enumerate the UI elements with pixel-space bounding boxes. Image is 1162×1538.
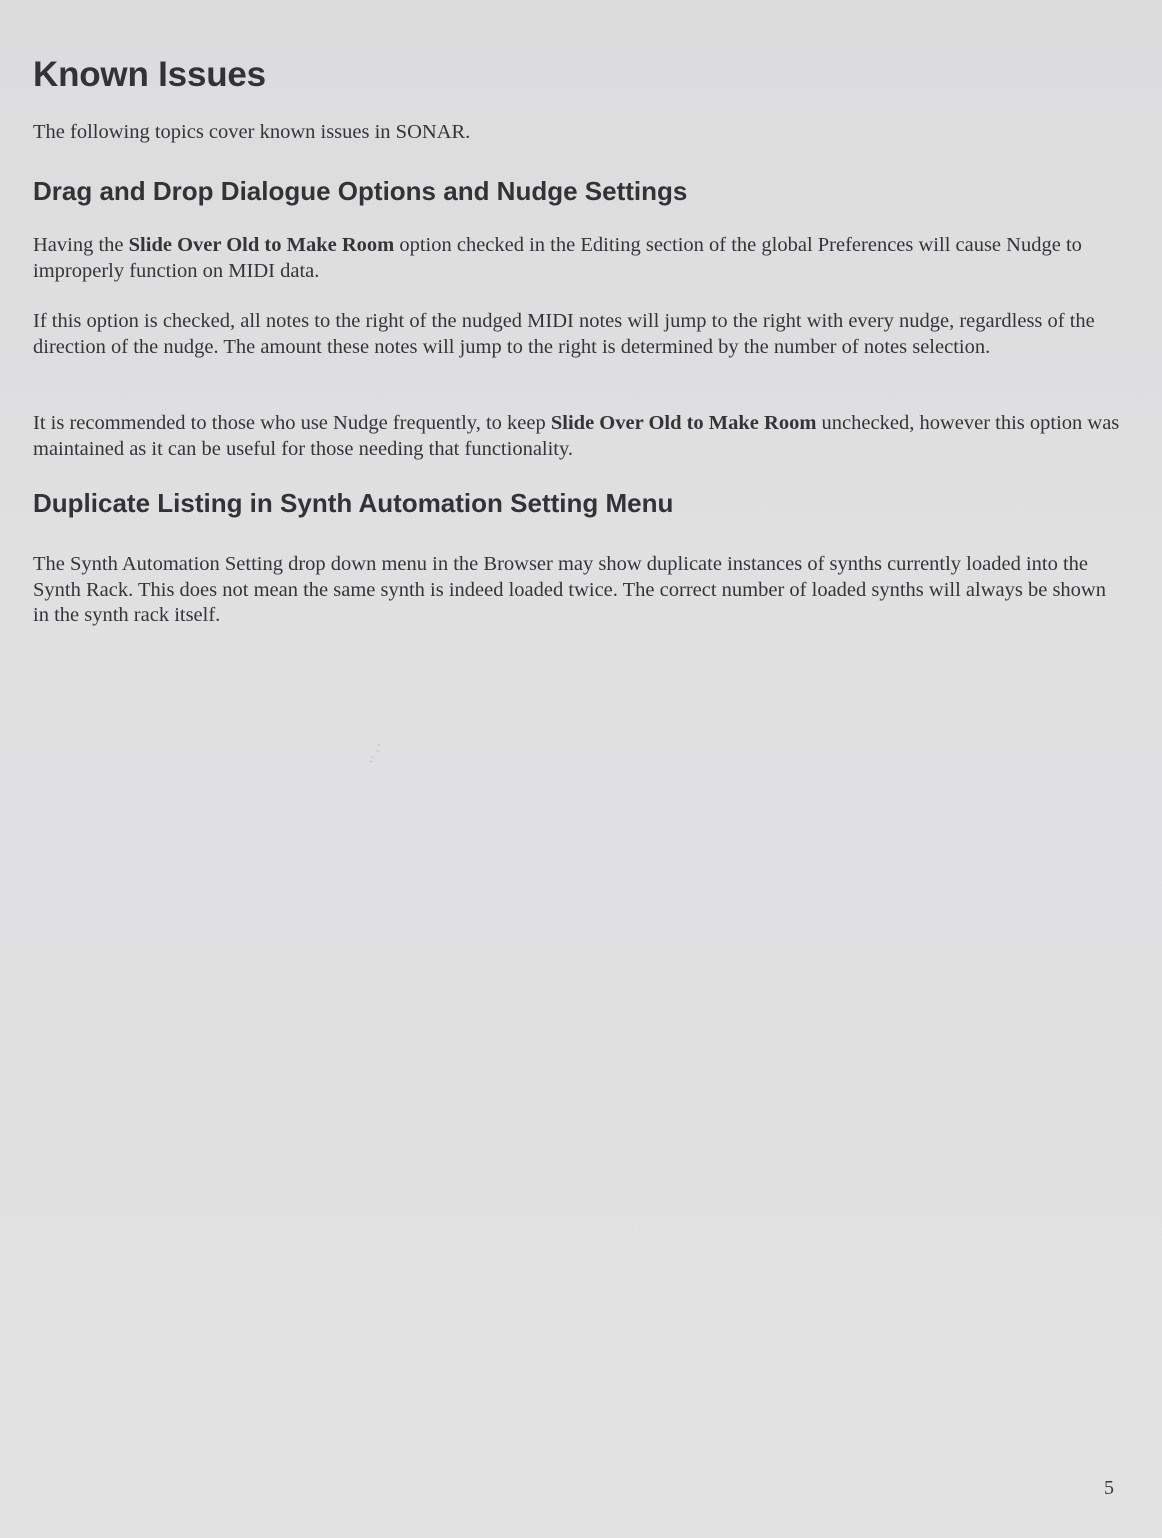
paragraph-recommendation <box>33 411 1123 462</box>
scan-smudge <box>368 742 384 764</box>
page-number: 5 <box>1104 1477 1114 1499</box>
paragraph-text: option checked in the Editing section of the global Preferences will cause Nudge to improperly function on MIDI data. <box>33 234 1082 282</box>
paragraph-text: Having the <box>33 234 129 256</box>
paragraph-nudge-behavior: If this option is checked, all notes to the right of the nudged MIDI notes will jump to the right with every nudge, regardless of the direction of the nudge. The amount these notes will jump to the right is determined by the number of notes selection. <box>33 310 1095 358</box>
page-title: Known Issues <box>33 55 266 94</box>
paragraph-text: It is recommended to those who use Nudge frequently, to keep <box>33 412 551 434</box>
intro-paragraph: The following topics cover known issues in SONAR. <box>33 121 471 143</box>
section-heading-duplicate-listing: Duplicate Listing in Synth Automation Setting Menu <box>33 488 674 518</box>
option-name-bold: Slide Over Old to Make Room <box>128 234 395 256</box>
paragraph-text: unchecked, however this option was maintained as it can be useful for those needing that functionality. <box>33 412 1120 460</box>
paragraph-synth-automation: The Synth Automation Setting drop down menu in the Browser may show duplicate instances of synths currently loaded into the Synth Rack. This does not mean the same synth is indeed loaded twice. The correct number of loaded synths will always be shown in the synth rack itself. <box>33 553 1106 626</box>
paragraph-slide-over-option <box>33 233 1123 284</box>
section-heading-drag-and-drop: Drag and Drop Dialogue Options and Nudge Settings <box>33 176 688 206</box>
option-name-bold: Slide Over Old to Make Room <box>550 412 817 434</box>
